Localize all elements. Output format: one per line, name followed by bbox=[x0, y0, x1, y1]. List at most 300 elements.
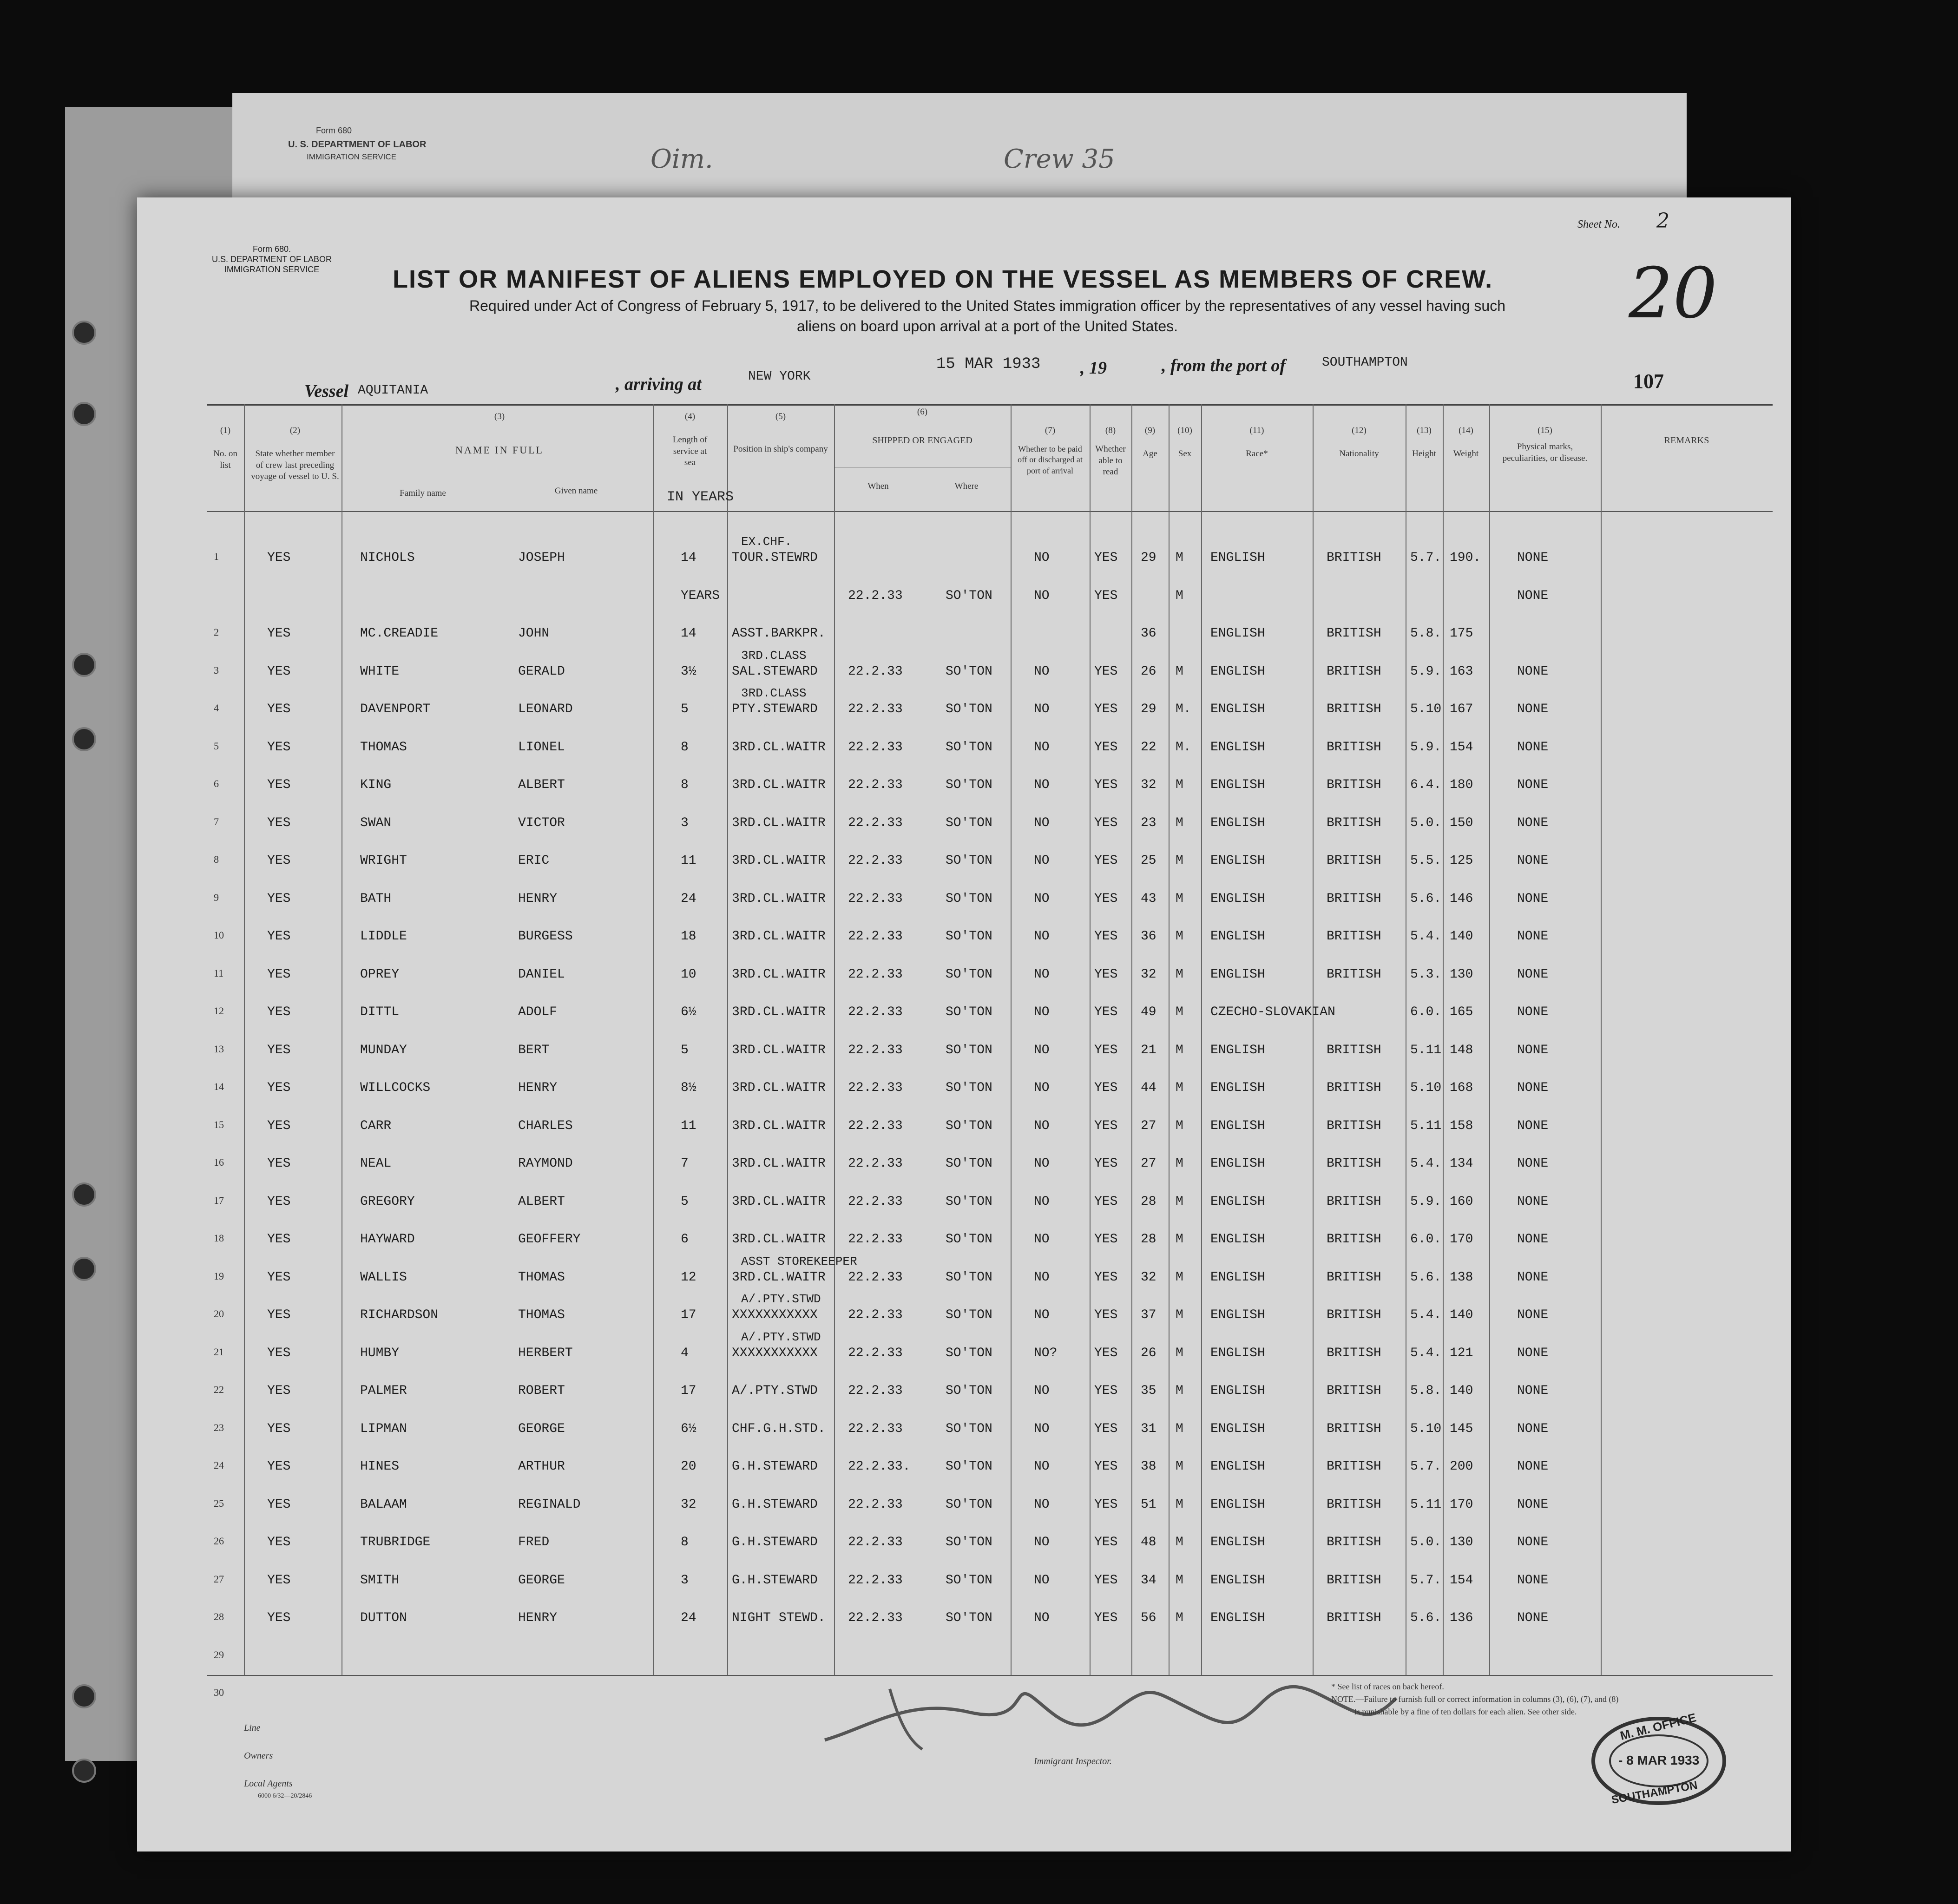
cell-paid-off: NO bbox=[1034, 1081, 1050, 1095]
col-num-10: (10) bbox=[1177, 426, 1192, 435]
cell-shipped-where: SO'TON bbox=[946, 588, 992, 603]
cell-age: 56 bbox=[1141, 1611, 1156, 1625]
cell-position-annotation: EX.CHF. bbox=[741, 535, 792, 549]
cell-nationality: BRITISH bbox=[1327, 626, 1381, 641]
cell-height: 5.4. bbox=[1410, 929, 1442, 944]
cell-nationality: BRITISH bbox=[1327, 1270, 1381, 1285]
cell-given-name: HENRY bbox=[518, 891, 558, 906]
cell-family-name: BALAAM bbox=[360, 1497, 407, 1512]
cell-race: ENGLISH bbox=[1210, 1194, 1265, 1209]
table-row bbox=[137, 1564, 1791, 1600]
cell-shipped-when: 22.2.33 bbox=[848, 1611, 903, 1625]
cell-height: 6.0. bbox=[1410, 1232, 1442, 1247]
cell-paid-off: NO bbox=[1034, 588, 1050, 603]
cell-family-name: KING bbox=[360, 778, 392, 792]
cell-position: 3RD.CL.WAITR bbox=[732, 778, 826, 792]
cell-shipped-when: 22.2.33 bbox=[848, 1346, 903, 1360]
handwritten-number: 20 bbox=[1629, 253, 1717, 334]
cell-able-to-read: YES bbox=[1094, 1043, 1118, 1057]
sheet-number: 2 bbox=[1656, 209, 1669, 233]
cell-nationality: BRITISH bbox=[1327, 1573, 1381, 1588]
cell-row-number: 13 bbox=[214, 1043, 224, 1055]
cell-sex: M bbox=[1176, 1384, 1183, 1398]
cell-shipped-where: SO'TON bbox=[946, 891, 992, 906]
cell-race: ENGLISH bbox=[1210, 778, 1265, 792]
table-row bbox=[137, 1110, 1791, 1146]
cell-height: 5.6. bbox=[1410, 1270, 1442, 1285]
cell-age: 27 bbox=[1141, 1118, 1156, 1133]
table-row bbox=[137, 1071, 1791, 1108]
cell-service-years: 8½ bbox=[681, 1081, 696, 1095]
department-name: U.S. DEPARTMENT OF LABOR bbox=[211, 255, 332, 264]
cell-nationality: BRITISH bbox=[1327, 815, 1381, 830]
cell-previous-voyage: YES bbox=[267, 1270, 291, 1285]
cell-nationality: BRITISH bbox=[1327, 702, 1381, 716]
cell-shipped-when: 22.2.33. bbox=[848, 1459, 911, 1474]
cell-previous-voyage: YES bbox=[267, 1459, 291, 1474]
cell-position: SAL.STEWARD bbox=[732, 664, 818, 679]
cell-race: ENGLISH bbox=[1210, 1118, 1265, 1133]
cell-position: 3RD.CL.WAITR bbox=[732, 1232, 826, 1247]
cell-physical-marks: NONE bbox=[1517, 1497, 1549, 1512]
punch-hole bbox=[72, 1257, 96, 1281]
cell-height: 5.0. bbox=[1410, 1535, 1442, 1549]
table-row bbox=[137, 1526, 1791, 1562]
cell-weight: 130 bbox=[1450, 1535, 1473, 1549]
cell-previous-voyage: YES bbox=[267, 967, 291, 982]
cell-weight: 148 bbox=[1450, 1043, 1473, 1057]
cell-previous-voyage: YES bbox=[267, 702, 291, 716]
cell-given-name: VICTOR bbox=[518, 815, 565, 830]
col-header-weight: Weight bbox=[1453, 449, 1479, 459]
cell-shipped-where: SO'TON bbox=[946, 815, 992, 830]
cell-family-name: NEAL bbox=[360, 1156, 392, 1171]
cell-position: 3RD.CL.WAITR bbox=[732, 854, 826, 868]
cell-physical-marks: NONE bbox=[1517, 778, 1549, 792]
cell-row-number: 30 bbox=[214, 1687, 224, 1698]
cell-paid-off: NO bbox=[1034, 1459, 1050, 1474]
cell-previous-voyage: YES bbox=[267, 626, 291, 641]
col-num-6: (6) bbox=[917, 407, 928, 417]
cell-weight: 140 bbox=[1450, 1384, 1473, 1398]
cell-row-number: 3 bbox=[214, 664, 219, 676]
inspector-signature bbox=[815, 1670, 1410, 1759]
cell-physical-marks: NONE bbox=[1517, 1611, 1549, 1625]
cell-height: 5.8. bbox=[1410, 1384, 1442, 1398]
cell-previous-voyage: YES bbox=[267, 778, 291, 792]
cell-physical-marks: NONE bbox=[1517, 929, 1549, 944]
punch-hole bbox=[72, 653, 96, 677]
cell-race: ENGLISH bbox=[1210, 702, 1265, 716]
col-header-position: Position in ship's company bbox=[733, 444, 828, 454]
cell-given-name: CHARLES bbox=[518, 1118, 573, 1133]
cell-weight: 154 bbox=[1450, 1573, 1473, 1588]
cell-position: 3RD.CL.WAITR bbox=[732, 1043, 826, 1057]
cell-row-number: 28 bbox=[214, 1611, 224, 1622]
cell-age: 23 bbox=[1141, 815, 1156, 830]
cell-weight: 134 bbox=[1450, 1156, 1473, 1171]
cell-nationality: BRITISH bbox=[1327, 1535, 1381, 1549]
cell-previous-voyage: YES bbox=[267, 740, 291, 755]
header-bottom-border bbox=[207, 511, 1773, 512]
cell-sex: M bbox=[1176, 1232, 1183, 1247]
cell-weight: 200 bbox=[1450, 1459, 1473, 1474]
cell-able-to-read: YES bbox=[1094, 1459, 1118, 1474]
cell-service-years: 6½ bbox=[681, 1421, 696, 1436]
cell-height: 5.3. bbox=[1410, 967, 1442, 982]
cell-race: ENGLISH bbox=[1210, 891, 1265, 906]
cell-row-number: 9 bbox=[214, 891, 219, 903]
col-num-7: (7) bbox=[1045, 426, 1056, 435]
cell-age: 29 bbox=[1141, 551, 1156, 565]
cell-able-to-read: YES bbox=[1094, 702, 1118, 716]
cell-height: 5.4. bbox=[1410, 1156, 1442, 1171]
cell-weight: 145 bbox=[1450, 1421, 1473, 1436]
cell-height: 5.6. bbox=[1410, 891, 1442, 906]
table-row bbox=[137, 1412, 1791, 1449]
cell-weight: 150 bbox=[1450, 815, 1473, 830]
cell-weight: 138 bbox=[1450, 1270, 1473, 1285]
cell-able-to-read: YES bbox=[1094, 1346, 1118, 1360]
cell-physical-marks: NONE bbox=[1517, 1043, 1549, 1057]
cell-sex: M bbox=[1176, 967, 1183, 982]
cell-previous-voyage: YES bbox=[267, 1081, 291, 1095]
cell-service-years: 17 bbox=[681, 1384, 696, 1398]
cell-shipped-when: 22.2.33 bbox=[848, 1118, 903, 1133]
cell-weight: 165 bbox=[1450, 1005, 1473, 1019]
cell-able-to-read: YES bbox=[1094, 891, 1118, 906]
cell-position: 3RD.CL.WAITR bbox=[732, 1194, 826, 1209]
cell-height: 6.0. bbox=[1410, 1005, 1442, 1019]
cell-shipped-where: SO'TON bbox=[946, 1270, 992, 1285]
cell-family-name: HINES bbox=[360, 1459, 400, 1474]
table-row bbox=[137, 1374, 1791, 1411]
cell-previous-voyage: YES bbox=[267, 1043, 291, 1057]
cell-position-annotation: ASST STOREKEEPER bbox=[741, 1254, 857, 1268]
cell-service-years: 5 bbox=[681, 1043, 689, 1057]
cell-race: ENGLISH bbox=[1210, 626, 1265, 641]
table-row bbox=[137, 920, 1791, 956]
cell-paid-off: NO bbox=[1034, 1497, 1050, 1512]
cell-nationality: BRITISH bbox=[1327, 1459, 1381, 1474]
cell-shipped-where: SO'TON bbox=[946, 1194, 992, 1209]
cell-given-name: JOHN bbox=[518, 626, 550, 641]
cell-age: 36 bbox=[1141, 626, 1156, 641]
cell-shipped-where: SO'TON bbox=[946, 1346, 992, 1360]
cell-physical-marks: NONE bbox=[1517, 891, 1549, 906]
cell-given-name: BURGESS bbox=[518, 929, 573, 944]
cell-sex: M bbox=[1176, 1270, 1183, 1285]
cell-previous-voyage: YES bbox=[267, 891, 291, 906]
cell-physical-marks: NONE bbox=[1517, 854, 1549, 868]
cell-paid-off: NO bbox=[1034, 1573, 1050, 1588]
cell-given-name: ROBERT bbox=[518, 1384, 565, 1398]
cell-weight: 170 bbox=[1450, 1497, 1473, 1512]
inspector-label: Immigrant Inspector. bbox=[1034, 1756, 1112, 1766]
cell-service-years: 20 bbox=[681, 1459, 696, 1474]
col-header-paid-off: Whether to be paid off or discharged at port of arrival bbox=[1018, 444, 1083, 475]
cell-shipped-where: SO'TON bbox=[946, 702, 992, 716]
cell-weight: 180 bbox=[1450, 778, 1473, 792]
cell-race: ENGLISH bbox=[1210, 551, 1265, 565]
cell-race: ENGLISH bbox=[1210, 1459, 1265, 1474]
cell-shipped-where: SO'TON bbox=[946, 1497, 992, 1512]
cell-previous-voyage: YES bbox=[267, 1535, 291, 1549]
cell-able-to-read: YES bbox=[1094, 1194, 1118, 1209]
vessel-label: Vessel bbox=[304, 381, 348, 401]
cell-race: ENGLISH bbox=[1210, 967, 1265, 982]
cell-shipped-when: 22.2.33 bbox=[848, 815, 903, 830]
cell-able-to-read: YES bbox=[1094, 1308, 1118, 1322]
cell-nationality: BRITISH bbox=[1327, 1043, 1381, 1057]
cell-row-number: 2 bbox=[214, 626, 219, 638]
cell-able-to-read: YES bbox=[1094, 929, 1118, 944]
cell-paid-off: NO bbox=[1034, 815, 1050, 830]
cell-physical-marks: NONE bbox=[1517, 1156, 1549, 1171]
col-header-in-years: IN YEARS bbox=[667, 489, 734, 505]
cell-position: 3RD.CL.WAITR bbox=[732, 740, 826, 755]
table-row bbox=[137, 1223, 1791, 1259]
cell-given-name: LEONARD bbox=[518, 702, 573, 716]
cell-previous-voyage: YES bbox=[267, 664, 291, 679]
cell-row-number: 22 bbox=[214, 1384, 224, 1395]
cell-previous-voyage: YES bbox=[267, 1232, 291, 1247]
cell-height: 5.0. bbox=[1410, 815, 1442, 830]
col-num-11: (11) bbox=[1249, 426, 1264, 435]
cell-height: 5.7. bbox=[1410, 551, 1442, 565]
cell-able-to-read: YES bbox=[1094, 588, 1118, 603]
table-row bbox=[137, 1185, 1791, 1221]
cell-nationality: BRITISH bbox=[1327, 854, 1381, 868]
punch-hole bbox=[72, 321, 96, 345]
cell-race: ENGLISH bbox=[1210, 664, 1265, 679]
cell-physical-marks: NONE bbox=[1517, 1194, 1549, 1209]
cell-able-to-read: YES bbox=[1094, 664, 1118, 679]
cell-height: 5.10 bbox=[1410, 702, 1442, 716]
cell-nationality: BRITISH bbox=[1327, 891, 1381, 906]
cell-family-name: MC.CREADIE bbox=[360, 626, 439, 641]
cell-given-name: GEORGE bbox=[518, 1573, 565, 1588]
from-label: , from the port of bbox=[1162, 356, 1286, 375]
owners-label: Owners bbox=[244, 1751, 273, 1761]
cell-row-number: 15 bbox=[214, 1118, 224, 1130]
table-row bbox=[137, 958, 1791, 994]
cell-shipped-when: 22.2.33 bbox=[848, 1497, 903, 1512]
cell-shipped-where: SO'TON bbox=[946, 1156, 992, 1171]
cell-physical-marks: NONE bbox=[1517, 702, 1549, 716]
cell-shipped-when: 22.2.33 bbox=[848, 1573, 903, 1588]
cell-row-number: 6 bbox=[214, 778, 219, 789]
table-row bbox=[137, 996, 1791, 1032]
cell-nationality: BRITISH bbox=[1327, 967, 1381, 982]
cell-row-number: 24 bbox=[214, 1459, 224, 1471]
cell-family-name: MUNDAY bbox=[360, 1043, 407, 1057]
cell-given-name: ALBERT bbox=[518, 1194, 565, 1209]
col-header-nationality: Nationality bbox=[1339, 449, 1379, 459]
cell-race: ENGLISH bbox=[1210, 1497, 1265, 1512]
col-num-1: (1) bbox=[220, 426, 231, 435]
cell-weight: 163 bbox=[1450, 664, 1473, 679]
cell-race: ENGLISH bbox=[1210, 1232, 1265, 1247]
cell-weight: 140 bbox=[1450, 929, 1473, 944]
cell-given-name: DANIEL bbox=[518, 967, 565, 982]
cell-race: ENGLISH bbox=[1210, 1270, 1265, 1285]
table-row bbox=[137, 768, 1791, 805]
col-num-5: (5) bbox=[775, 412, 786, 421]
cell-height: 5.5. bbox=[1410, 854, 1442, 868]
col-header-no: No. on list bbox=[213, 449, 237, 470]
cell-weight: 130 bbox=[1450, 967, 1473, 982]
cell-given-name: ARTHUR bbox=[518, 1459, 565, 1474]
cell-age: 28 bbox=[1141, 1232, 1156, 1247]
cell-nationality: BRITISH bbox=[1327, 1308, 1381, 1322]
cell-given-name: JOSEPH bbox=[518, 551, 565, 565]
cell-position: 3RD.CL.WAITR bbox=[732, 1156, 826, 1171]
cell-position: G.H.STEWARD bbox=[732, 1573, 818, 1588]
cell-family-name: DUTTON bbox=[360, 1611, 407, 1625]
cell-shipped-where: SO'TON bbox=[946, 1421, 992, 1436]
col-header-sex: Sex bbox=[1178, 449, 1192, 459]
service-name: IMMIGRATION SERVICE bbox=[224, 265, 320, 274]
cell-service-years: 11 bbox=[681, 1118, 696, 1133]
cell-shipped-when: 22.2.33 bbox=[848, 1308, 903, 1322]
table-row bbox=[137, 844, 1791, 880]
cell-shipped-when: 22.2.33 bbox=[848, 891, 903, 906]
punch-hole bbox=[72, 1684, 96, 1708]
cell-given-name: FRED bbox=[518, 1535, 550, 1549]
col-header-given-name: Given name bbox=[554, 486, 598, 496]
cell-family-name: LIDDLE bbox=[360, 929, 407, 944]
col-header-read: Whether able to read bbox=[1095, 444, 1126, 477]
cell-able-to-read: YES bbox=[1094, 815, 1118, 830]
cell-height: 5.7. bbox=[1410, 1459, 1442, 1474]
cell-age: 48 bbox=[1141, 1535, 1156, 1549]
cell-weight: 140 bbox=[1450, 1308, 1473, 1322]
cell-age: 32 bbox=[1141, 778, 1156, 792]
cell-paid-off: NO bbox=[1034, 1535, 1050, 1549]
cell-able-to-read: YES bbox=[1094, 1005, 1118, 1019]
cell-shipped-when: 22.2.33 bbox=[848, 929, 903, 944]
cell-given-name: HENRY bbox=[518, 1081, 558, 1095]
cell-able-to-read: YES bbox=[1094, 1497, 1118, 1512]
cell-height: 6.4. bbox=[1410, 778, 1442, 792]
cell-physical-marks: NONE bbox=[1517, 1535, 1549, 1549]
year-label: , 19 bbox=[1080, 358, 1107, 378]
cell-physical-marks: NONE bbox=[1517, 588, 1549, 603]
cell-sex: M bbox=[1176, 1497, 1183, 1512]
cell-nationality: BRITISH bbox=[1327, 1232, 1381, 1247]
col-num-15: (15) bbox=[1537, 426, 1552, 435]
form-number: Form 680. bbox=[252, 244, 291, 254]
col-num-8: (8) bbox=[1105, 426, 1116, 435]
cell-service-years: 8 bbox=[681, 778, 689, 792]
cell-shipped-where: SO'TON bbox=[946, 1573, 992, 1588]
cell-position-annotation: A/.PTY.STWD bbox=[741, 1292, 821, 1306]
cell-paid-off: NO bbox=[1034, 1232, 1050, 1247]
cell-family-name: TRUBRIDGE bbox=[360, 1535, 431, 1549]
cell-nationality: BRITISH bbox=[1327, 929, 1381, 944]
subtitle-line-1: Required under Act of Congress of February 5, 1917, to be delivered to the United States immigration officer by the representatives of any vessel having such bbox=[469, 297, 1505, 314]
footnote-races: * See list of races on back hereof. bbox=[1331, 1682, 1444, 1691]
subtitle-line-2: aliens on board upon arrival at a port of the United States. bbox=[796, 318, 1178, 335]
cell-age: 32 bbox=[1141, 1270, 1156, 1285]
cell-row-number: 27 bbox=[214, 1573, 224, 1585]
cell-family-name: DITTL bbox=[360, 1005, 400, 1019]
cell-physical-marks: NONE bbox=[1517, 1270, 1549, 1285]
cell-shipped-when: 22.2.33 bbox=[848, 1156, 903, 1171]
table-row bbox=[137, 1330, 1791, 1373]
cell-sex: M bbox=[1176, 1346, 1183, 1360]
cell-family-name: THOMAS bbox=[360, 740, 407, 755]
col-num-14: (14) bbox=[1459, 426, 1473, 435]
cell-service-years: 3½ bbox=[681, 664, 696, 679]
cell-able-to-read: YES bbox=[1094, 967, 1118, 982]
cell-age: 29 bbox=[1141, 702, 1156, 716]
cell-given-name: GEOFFERY bbox=[518, 1232, 581, 1247]
back-page bbox=[232, 93, 1687, 204]
cell-shipped-when: 22.2.33 bbox=[848, 854, 903, 868]
cell-age: 43 bbox=[1141, 891, 1156, 906]
cell-physical-marks: NONE bbox=[1517, 1459, 1549, 1474]
table-row bbox=[137, 807, 1791, 843]
cell-weight: 121 bbox=[1450, 1346, 1473, 1360]
cell-height: 5.6. bbox=[1410, 1611, 1442, 1625]
cell-service-years: 6 bbox=[681, 1232, 689, 1247]
col-header-previous-voyage: State whether member of crew last preceding voyage of vessel to U. S. bbox=[251, 449, 339, 482]
cell-row-number: 21 bbox=[214, 1346, 224, 1358]
cell-position: CHF.G.H.STD. bbox=[732, 1421, 826, 1436]
cell-shipped-when: 22.2.33 bbox=[848, 1421, 903, 1436]
cell-paid-off: NO bbox=[1034, 1005, 1050, 1019]
cell-service-years: 8 bbox=[681, 740, 689, 755]
cell-race: ENGLISH bbox=[1210, 1611, 1265, 1625]
cell-shipped-when: 22.2.33 bbox=[848, 1081, 903, 1095]
cell-race: ENGLISH bbox=[1210, 1535, 1265, 1549]
cell-physical-marks: NONE bbox=[1517, 1308, 1549, 1322]
cell-position: TOUR.STEWRD bbox=[732, 551, 818, 565]
cell-paid-off: NO bbox=[1034, 1156, 1050, 1171]
cell-paid-off: NO bbox=[1034, 854, 1050, 868]
cell-age: 37 bbox=[1141, 1308, 1156, 1322]
office-stamp bbox=[1591, 1710, 1726, 1807]
cell-weight: 136 bbox=[1450, 1611, 1473, 1625]
cell-sex: M. bbox=[1176, 740, 1191, 755]
cell-physical-marks: NONE bbox=[1517, 967, 1549, 982]
cell-paid-off: NO bbox=[1034, 1308, 1050, 1322]
table-row bbox=[137, 731, 1791, 767]
table-row bbox=[137, 1147, 1791, 1183]
cell-previous-voyage: YES bbox=[267, 1421, 291, 1436]
table-row bbox=[137, 535, 1791, 578]
cell-able-to-read: YES bbox=[1094, 1081, 1118, 1095]
cell-row-number: 29 bbox=[214, 1648, 224, 1661]
cell-shipped-where: SO'TON bbox=[946, 1005, 992, 1019]
cell-given-name: THOMAS bbox=[518, 1270, 565, 1285]
cell-able-to-read: YES bbox=[1094, 551, 1118, 565]
cell-sex: M bbox=[1176, 929, 1183, 944]
cell-sex: M bbox=[1176, 1459, 1183, 1474]
cell-weight: 168 bbox=[1450, 1081, 1473, 1095]
cell-nationality: BRITISH bbox=[1327, 740, 1381, 755]
cell-able-to-read: YES bbox=[1094, 854, 1118, 868]
cell-nationality: BRITISH bbox=[1327, 1081, 1381, 1095]
cell-paid-off: NO bbox=[1034, 1043, 1050, 1057]
page-title: LIST OR MANIFEST OF ALIENS EMPLOYED ON THE VESSEL AS MEMBERS OF CREW. bbox=[393, 265, 1493, 293]
col-header-where: Where bbox=[954, 481, 979, 491]
cell-age: 44 bbox=[1141, 1081, 1156, 1095]
cell-position-annotation: 3RD.CLASS bbox=[741, 686, 807, 700]
cell-service-years: 14 bbox=[681, 551, 696, 565]
